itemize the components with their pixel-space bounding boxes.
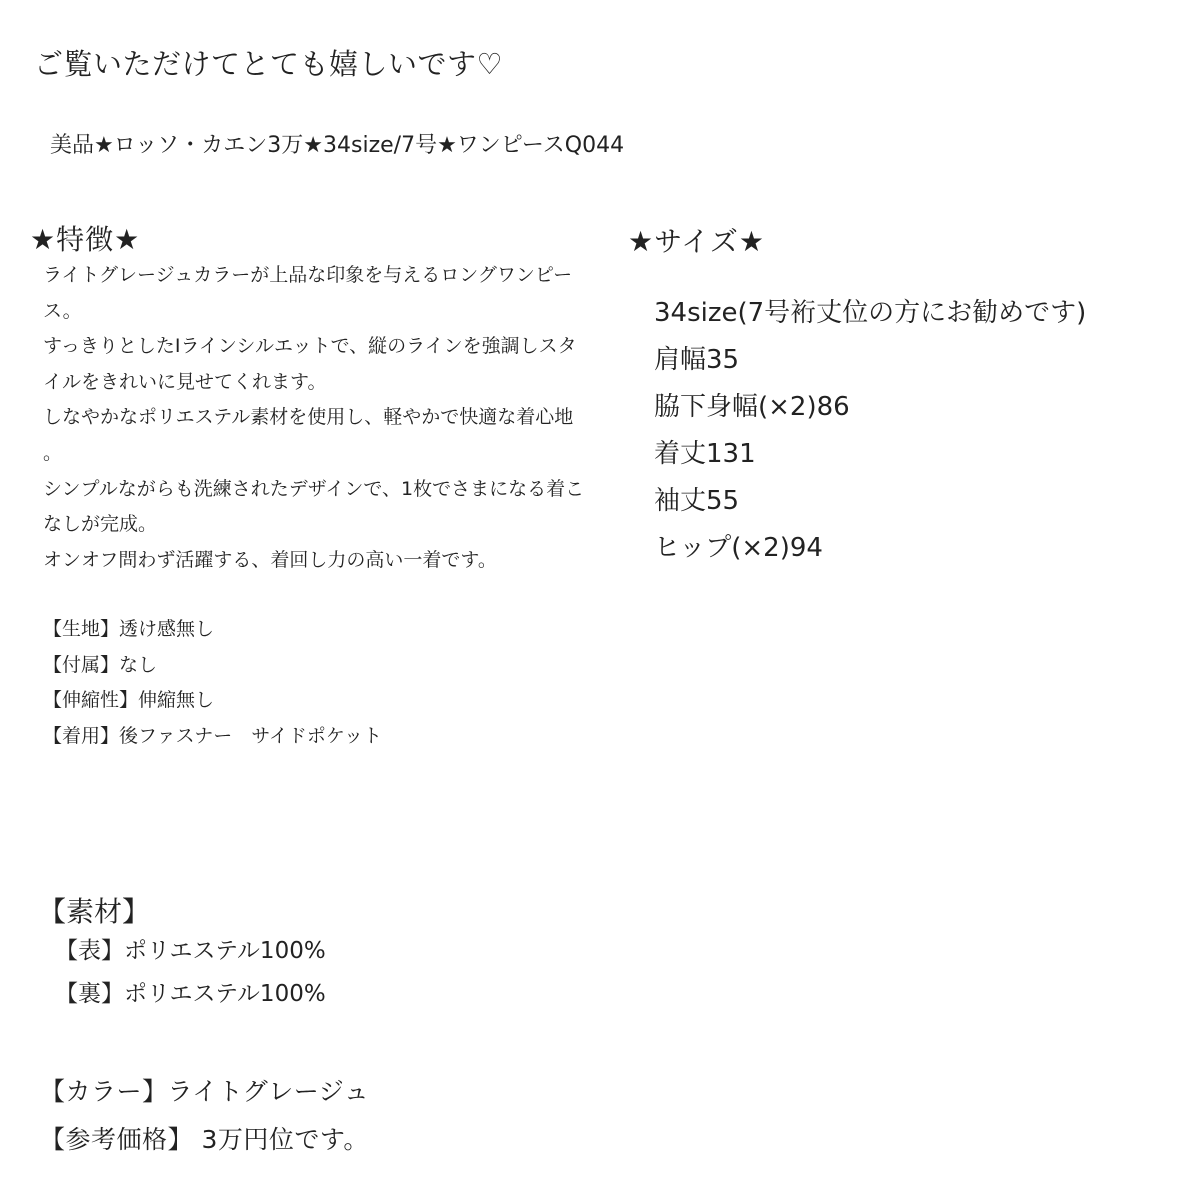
size-hip: ヒップ(×2)94 [654, 533, 823, 563]
spec-fabric: 【生地】透け感無し [43, 618, 215, 640]
spec-list [43, 612, 382, 754]
feature-line: すっきりとしたIラインシルエットで、縦のラインを強調しスタ [43, 335, 577, 358]
material-outer: 【表】ポリエステル100% [55, 938, 326, 964]
feature-line: ライトグレージュカラーが上品な印象を与えるロングワンピー [43, 264, 573, 286]
size-sleeve: 袖丈55 [654, 486, 740, 516]
feature-line: しなやかなポリエステル素材を使用し、軽やかで快適な着心地 [43, 406, 574, 429]
greeting-text: ご覧いただけてとても嬉しいです♡ [34, 47, 503, 81]
feature-line: 。 [43, 441, 63, 464]
reference-price: 【参考価格】 3万円位です。 [40, 1125, 369, 1154]
item-title: 美品★ロッソ・カエン3万★34size/7号★ワンピースQ044 [50, 133, 625, 158]
feature-line: ス。 [43, 299, 82, 322]
material-heading: 【素材】 [38, 895, 151, 928]
feature-line: なしが完成。 [43, 513, 158, 536]
material-lining: 【裏】ポリエステル100% [55, 981, 326, 1007]
size-line: 34size(7号裄丈位の方にお勧めです) [654, 298, 1087, 328]
spec-accessories: 【付属】なし [43, 653, 158, 676]
size-heading: ★サイズ★ [628, 225, 765, 258]
feature-line: オンオフ問わず活躍する、着回し力の高い一着です。 [43, 548, 497, 571]
size-list [654, 290, 1086, 572]
size-shoulder: 肩幅35 [654, 345, 740, 375]
size-chest: 脇下身幅(×2)86 [654, 392, 850, 422]
size-length: 着丈131 [654, 439, 756, 469]
feature-line: イルをきれいに見せてくれます。 [43, 370, 327, 393]
features-heading: ★特徴★ [30, 223, 141, 256]
features-description [43, 258, 603, 578]
spec-closure: 【着用】後ファスナー サイドポケット [43, 724, 382, 747]
spec-stretch: 【伸縮性】伸縮無し [43, 689, 215, 712]
feature-line: シンプルながらも洗練されたデザインで、1枚でさまになる着こ [43, 477, 585, 500]
material-list [55, 930, 326, 1016]
color-info: 【カラー】ライトグレージュ [40, 1077, 370, 1106]
